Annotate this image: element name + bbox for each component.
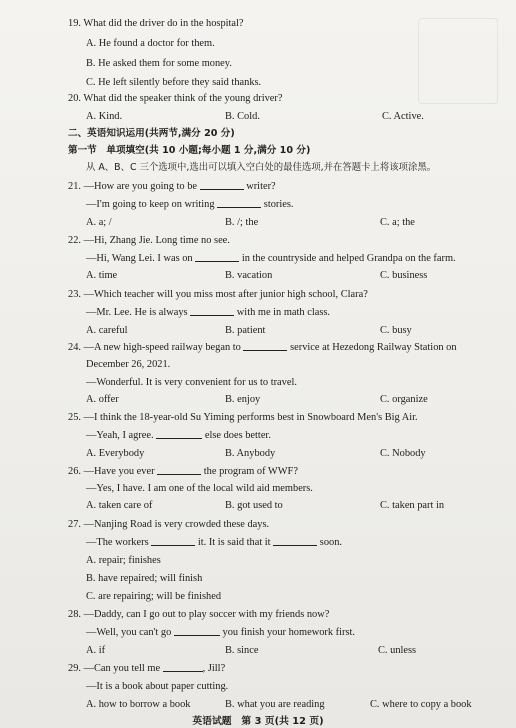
answer-blank (156, 438, 202, 439)
exam-page: 19. What did the driver do in the hospital? A. He found a doctor for them. B. He asked them for some money. C. He left silently before they said thanks. 20. What did the speaker think of the young driver? A. Kind. B. Cold. C. Active. 二、英语知识运用(共两节,满分 20 分) 第一节 单项填空(共 10 小题;每小题 1 分,满分 10 分) 从 A、B、C 三个选项中,选出可以填入空白处的最佳选项,并在答题卡上将该项涂黑。 21. —How are you going to be writer? —I'm going to keep on writing stories. A. a; / B. /; the C. a; the 22. —Hi, Zhang Jie. Long time no see. —Hi, Wang Lei. I was on in the countryside and helped Grandpa on the farm. A. time B. vacation C. business 23. —Which teacher will you miss most after junior high school, Clara? —Mr. Lee. He is always with me in math class. A. careful B. patient C. busy 24. —A new high-speed railway began to service at Hezedong Railway Station on December 26, 2021. —Wonderful. It is very convenient for us to travel. A. offer B. enjoy C. organize 25. —I think the 18-year-old Su Yiming performs best in Snowboard Men's Big Air. —Yeah, I agree. else does better. A. Everybody B. Anybody C. Nobody 26. —Have you ever the program of WWF? —Yes, I have. I am one of the local wild aid members. A. taken care of B. got used to C. taken part in 27. —Nanjing Road is very crowded these days. —The workers it. It is said that it soon. A. repair; finishes B. have repaired; will finish C. are repairing; will be finished 28. —Daddy, can I go out to play soccer with my friends now? —Well, you can't go you finish your homework first. A. if B. since C. unless 29. —Can you tell me , Jill? —It is a book about paper cutting. A. how to borrow a book B. what you are reading C. where to copy a book 英语试题 第 3 页(共 12 页) (0, 0, 516, 728)
q20-option-a: A. Kind. (86, 111, 123, 122)
q28-option-c: C. unless (378, 645, 417, 656)
q23-option-c: C. busy (380, 325, 412, 336)
q23-option-a: A. careful (86, 325, 128, 336)
q21-option-a: A. a; / (86, 217, 112, 228)
q24-option-c: C. organize (380, 394, 428, 405)
q22-option-c: C. business (380, 270, 428, 281)
q26-option-a: A. taken care of (86, 500, 153, 511)
answer-blank (217, 207, 261, 208)
q24-option-a: A. offer (86, 394, 119, 405)
q25-option-a: A. Everybody (86, 448, 145, 459)
answer-blank (243, 350, 287, 351)
q28-option-a: A. if (86, 645, 106, 656)
answer-blank (190, 315, 234, 316)
q26-option-c: C. taken part in (380, 500, 445, 511)
answer-blank (157, 474, 201, 475)
page-footer: 英语试题 第 3 页(共 12 页) (192, 716, 324, 727)
answer-blank (163, 671, 203, 672)
q29-option-a: A. how to borrow a book (86, 699, 191, 710)
q24-option-b: B. enjoy (225, 394, 261, 405)
faint-watermark-stamp (418, 18, 498, 104)
answer-blank (200, 189, 244, 190)
q23-option-b: B. patient (225, 325, 266, 336)
q20-option-b: B. Cold. (225, 111, 260, 122)
answer-blank (273, 545, 317, 546)
q25-option-c: C. Nobody (380, 448, 426, 459)
q22-option-a: A. time (86, 270, 118, 281)
q21-option-b: B. /; the (225, 217, 259, 228)
q29-option-b: B. what you are reading (225, 699, 325, 710)
answer-blank (151, 545, 195, 546)
q21-option-c: C. a; the (380, 217, 415, 228)
q28-option-b: B. since (225, 645, 259, 656)
q25-option-b: B. Anybody (225, 448, 276, 459)
answer-blank (174, 635, 220, 636)
q26-option-b: B. got used to (225, 500, 283, 511)
answer-blank (195, 261, 239, 262)
q29-option-c: C. where to copy a book (370, 699, 472, 710)
q20-option-c: C. Active. (382, 111, 424, 122)
q22-option-b: B. vacation (225, 270, 273, 281)
